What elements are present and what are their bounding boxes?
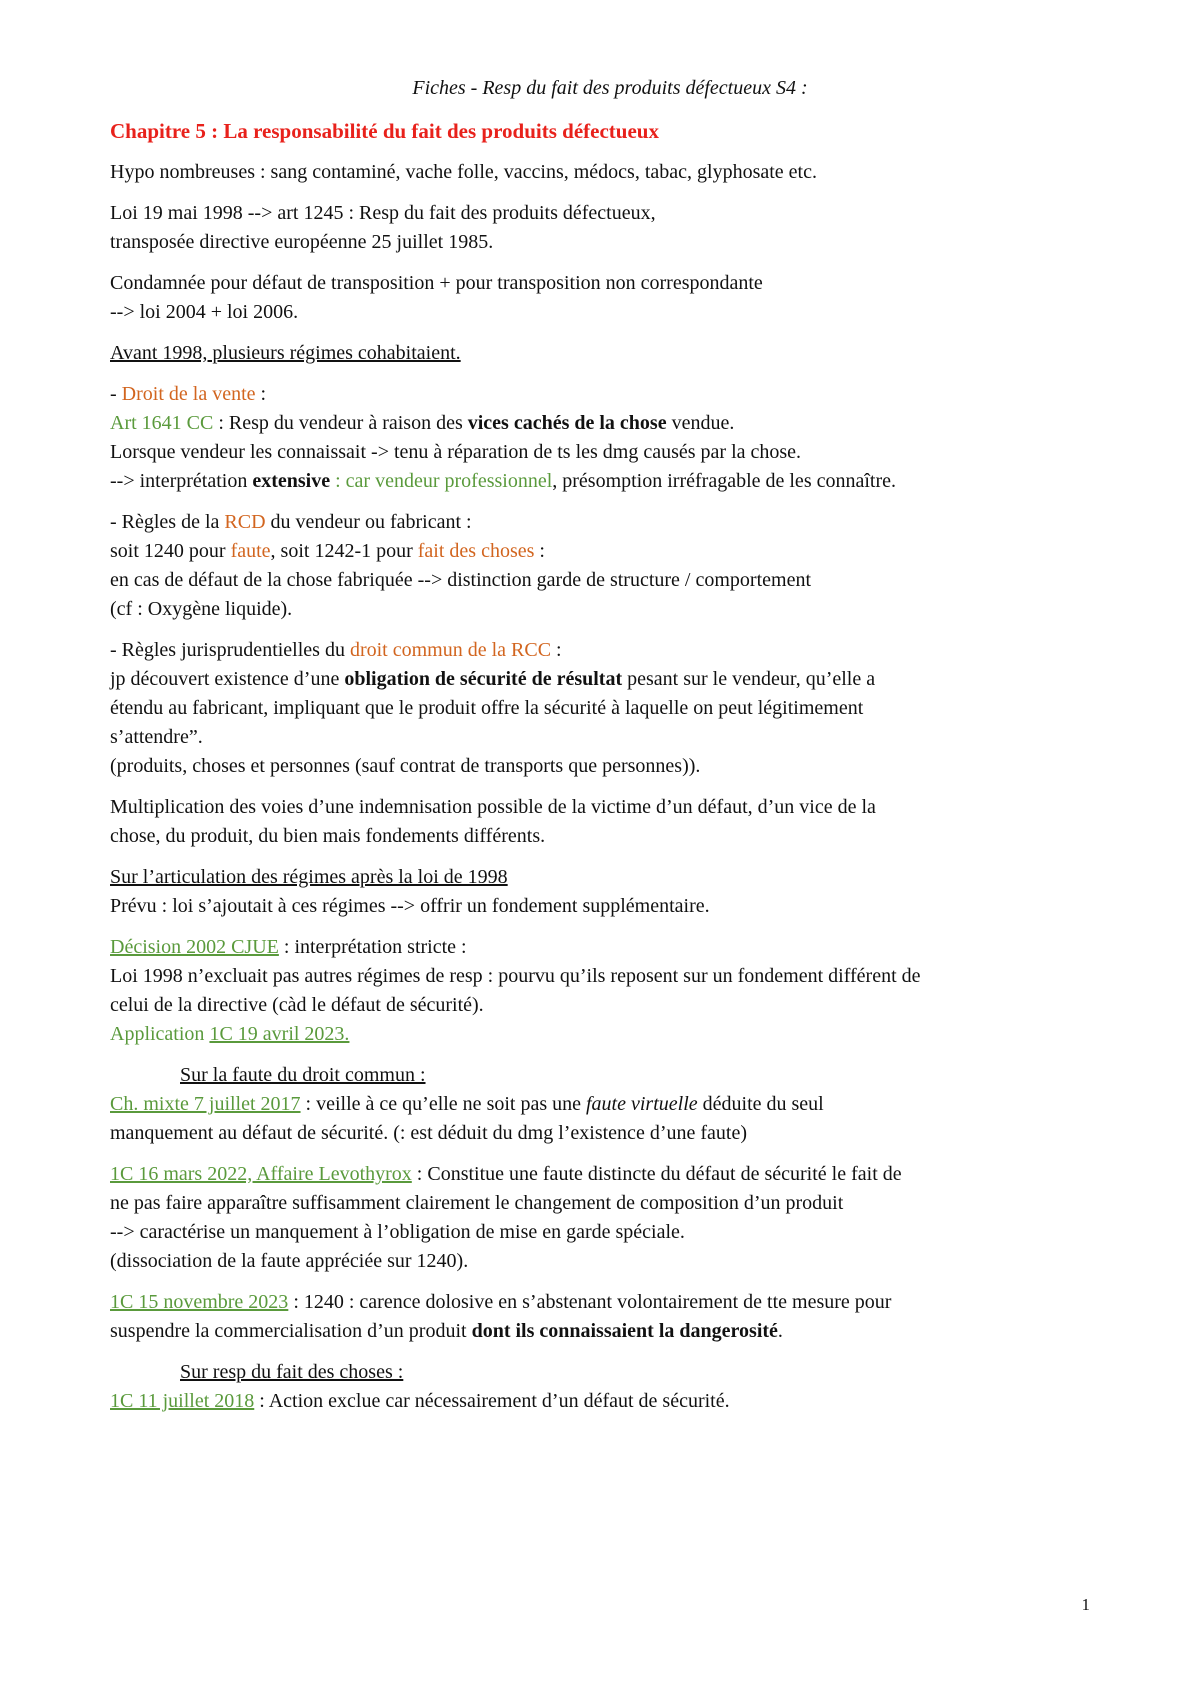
heading-text: Sur la faute du droit commun :: [180, 1064, 426, 1086]
paragraph-levothyrox: [110, 1160, 1110, 1276]
paragraph-loi-1998: [110, 199, 1110, 257]
section-heading-articulation: Sur l’articulation des régimes après la loi de 1998: [110, 866, 508, 888]
text-line: manquement au défaut de sécurité. (: est déduit du dmg l’existence d’une faute): [110, 1122, 747, 1144]
text-run: déduite du seul: [697, 1093, 824, 1115]
text-line: Lorsque vendeur les connaissait -> tenu à réparation de ts les dmg causés par la chose.: [110, 441, 802, 463]
text-line: [110, 1090, 1110, 1119]
case-reference-link[interactable]: Ch. mixte 7 juillet 2017: [110, 1093, 301, 1115]
text-run: : Action exclue car nécessairement d’un défaut de sécurité.: [254, 1390, 730, 1412]
case-reference-link[interactable]: 1C 11 juillet 2018: [110, 1390, 255, 1412]
italic-text: faute virtuelle: [586, 1093, 698, 1115]
text-line: celui de la directive (càd le défaut de sécurité).: [110, 994, 484, 1016]
case-reference-link[interactable]: 1C 16 mars 2022, Affaire Levothyrox: [110, 1163, 412, 1185]
text-line: Loi 1998 n’excluait pas autres régimes de resp : pourvu qu’ils reposent sur un fondement différent de: [110, 965, 921, 987]
text-run: jp découvert existence d’une: [110, 668, 345, 690]
bold-text: extensive: [252, 470, 331, 492]
text-line: Prévu : loi s’ajoutait à ces régimes --> offrir un fondement supplémentaire.: [110, 895, 710, 917]
text-run: : interprétation stricte :: [278, 936, 467, 958]
text-line: Loi 19 mai 1998 --> art 1245 : Resp du fait des produits défectueux,: [110, 202, 656, 224]
paragraph-rcd: [110, 508, 1110, 624]
page-number: 1: [1081, 1595, 1090, 1614]
text-line: [110, 933, 1110, 962]
text-line: Condamnée pour défaut de transposition + pour transposition non correspondante: [110, 272, 763, 294]
green-reference: Art 1641 CC: [110, 412, 214, 434]
text-run: , soit 1242-1 pour: [270, 540, 418, 562]
text-run: : veille à ce qu’elle ne soit pas une: [300, 1093, 586, 1115]
text-run: du vendeur ou fabricant :: [265, 511, 472, 533]
text-line: en cas de défaut de la chose fabriquée --> distinction garde de structure / comportement: [110, 569, 811, 591]
text-line: s’attendre”.: [110, 726, 203, 748]
text-line: Multiplication des voies d’une indemnisation possible de la victime d’un défaut, d’un vice de la: [110, 796, 876, 818]
text-line: (cf : Oxygène liquide).: [110, 598, 293, 620]
text-run: : Constitue une faute distincte du défaut de sécurité le fait de: [411, 1163, 902, 1185]
text-line: [110, 409, 1110, 438]
text-line: [110, 1288, 1110, 1317]
text-line: étendu au fabricant, impliquant que le produit offre la sécurité à laquelle on peut légitimement: [110, 697, 864, 719]
bold-text: obligation de sécurité de résultat: [344, 668, 623, 690]
document-body: [110, 74, 1110, 1428]
bold-text: vices cachés de la chose: [467, 412, 667, 434]
text-line: [110, 537, 1110, 566]
case-reference-link[interactable]: Décision 2002 CJUE: [110, 936, 279, 958]
paragraph-cjue: [110, 933, 1110, 1049]
text-run: - Règles jurisprudentielles du: [110, 639, 350, 661]
colon: :: [255, 383, 267, 405]
text-line: [110, 1160, 1110, 1189]
text-line: transposée directive européenne 25 juillet 1985.: [110, 231, 494, 253]
paragraph-multiplication: [110, 793, 1110, 851]
text-run: soit 1240 pour: [110, 540, 231, 562]
text-line: [110, 665, 1110, 694]
orange-term: droit commun de la RCC: [349, 639, 552, 661]
text-run: .: [777, 1320, 783, 1342]
text-line: ne pas faire apparaître suffisamment clairement le changement de composition d’un produit: [110, 1192, 844, 1214]
heading-text: Sur resp du fait des choses :: [180, 1361, 404, 1383]
text-run: : 1240 : carence dolosive en s’abstenant volontairement de tte mesure pour: [288, 1291, 892, 1313]
paragraph-juillet-2018: [110, 1387, 1110, 1416]
text-run: : Resp du vendeur à raison des: [213, 412, 468, 434]
green-text: : car vendeur professionnel: [330, 470, 553, 492]
text-line: --> loi 2004 + loi 2006.: [110, 301, 299, 323]
bold-text: dont ils connaissaient la dangerosité: [471, 1320, 778, 1342]
paragraph-nov-2023: [110, 1288, 1110, 1346]
text-run: :: [534, 540, 545, 562]
green-text: Application: [110, 1023, 210, 1045]
orange-term: fait des choses: [417, 540, 535, 562]
text-line: --> caractérise un manquement à l’obligation de mise en garde spéciale.: [110, 1221, 685, 1243]
text-line: [110, 1317, 1110, 1346]
text-line: [110, 508, 1110, 537]
text-line: (produits, choses et personnes (sauf contrat de transports que personnes)).: [110, 755, 701, 777]
text-run: suspendre la commercialisation d’un produit: [110, 1320, 472, 1342]
text-run: - Règles de la: [110, 511, 225, 533]
orange-term: RCD: [224, 511, 266, 533]
dash: -: [110, 383, 122, 405]
section-heading-avant-1998: Avant 1998, plusieurs régimes cohabitaient.: [110, 342, 461, 364]
text-line: [110, 636, 1110, 665]
text-line: [110, 1020, 1110, 1049]
text-line: [110, 380, 1110, 409]
paragraph-ch-mixte: [110, 1090, 1110, 1148]
text-run: :: [551, 639, 562, 661]
orange-term: faute: [230, 540, 271, 562]
text-run: , présomption irréfragable de les connaître.: [552, 470, 896, 492]
text-line: [110, 1387, 1110, 1416]
paragraph-condamnation: [110, 269, 1110, 327]
text-line: [110, 467, 1110, 496]
paragraph-articulation: [110, 863, 1110, 921]
paragraph-hypotheses: Hypo nombreuses : sang contaminé, vache folle, vaccins, médocs, tabac, glyphosate etc.: [110, 161, 817, 183]
chapter-heading: Chapitre 5 : La responsabilité du fait des produits défectueux: [110, 119, 659, 143]
orange-term: Droit de la vente: [121, 383, 256, 405]
text-run: pesant sur le vendeur, qu’elle a: [622, 668, 876, 690]
text-line: (dissociation de la faute appréciée sur 1240).: [110, 1250, 469, 1272]
paragraph-droit-vente: [110, 380, 1110, 496]
text-run: --> interprétation: [110, 470, 253, 492]
document-title: Fiches - Resp du fait des produits défectueux S4 :: [412, 77, 808, 99]
case-reference-link[interactable]: 1C 19 avril 2023.: [209, 1023, 350, 1045]
text-line: chose, du produit, du bien mais fondements différents.: [110, 825, 546, 847]
case-reference-link[interactable]: 1C 15 novembre 2023: [110, 1291, 289, 1313]
subsection-heading-choses: [110, 1358, 1110, 1387]
paragraph-rcc: [110, 636, 1110, 781]
text-run: vendue.: [666, 412, 735, 434]
subsection-heading-faute: [110, 1061, 1110, 1090]
